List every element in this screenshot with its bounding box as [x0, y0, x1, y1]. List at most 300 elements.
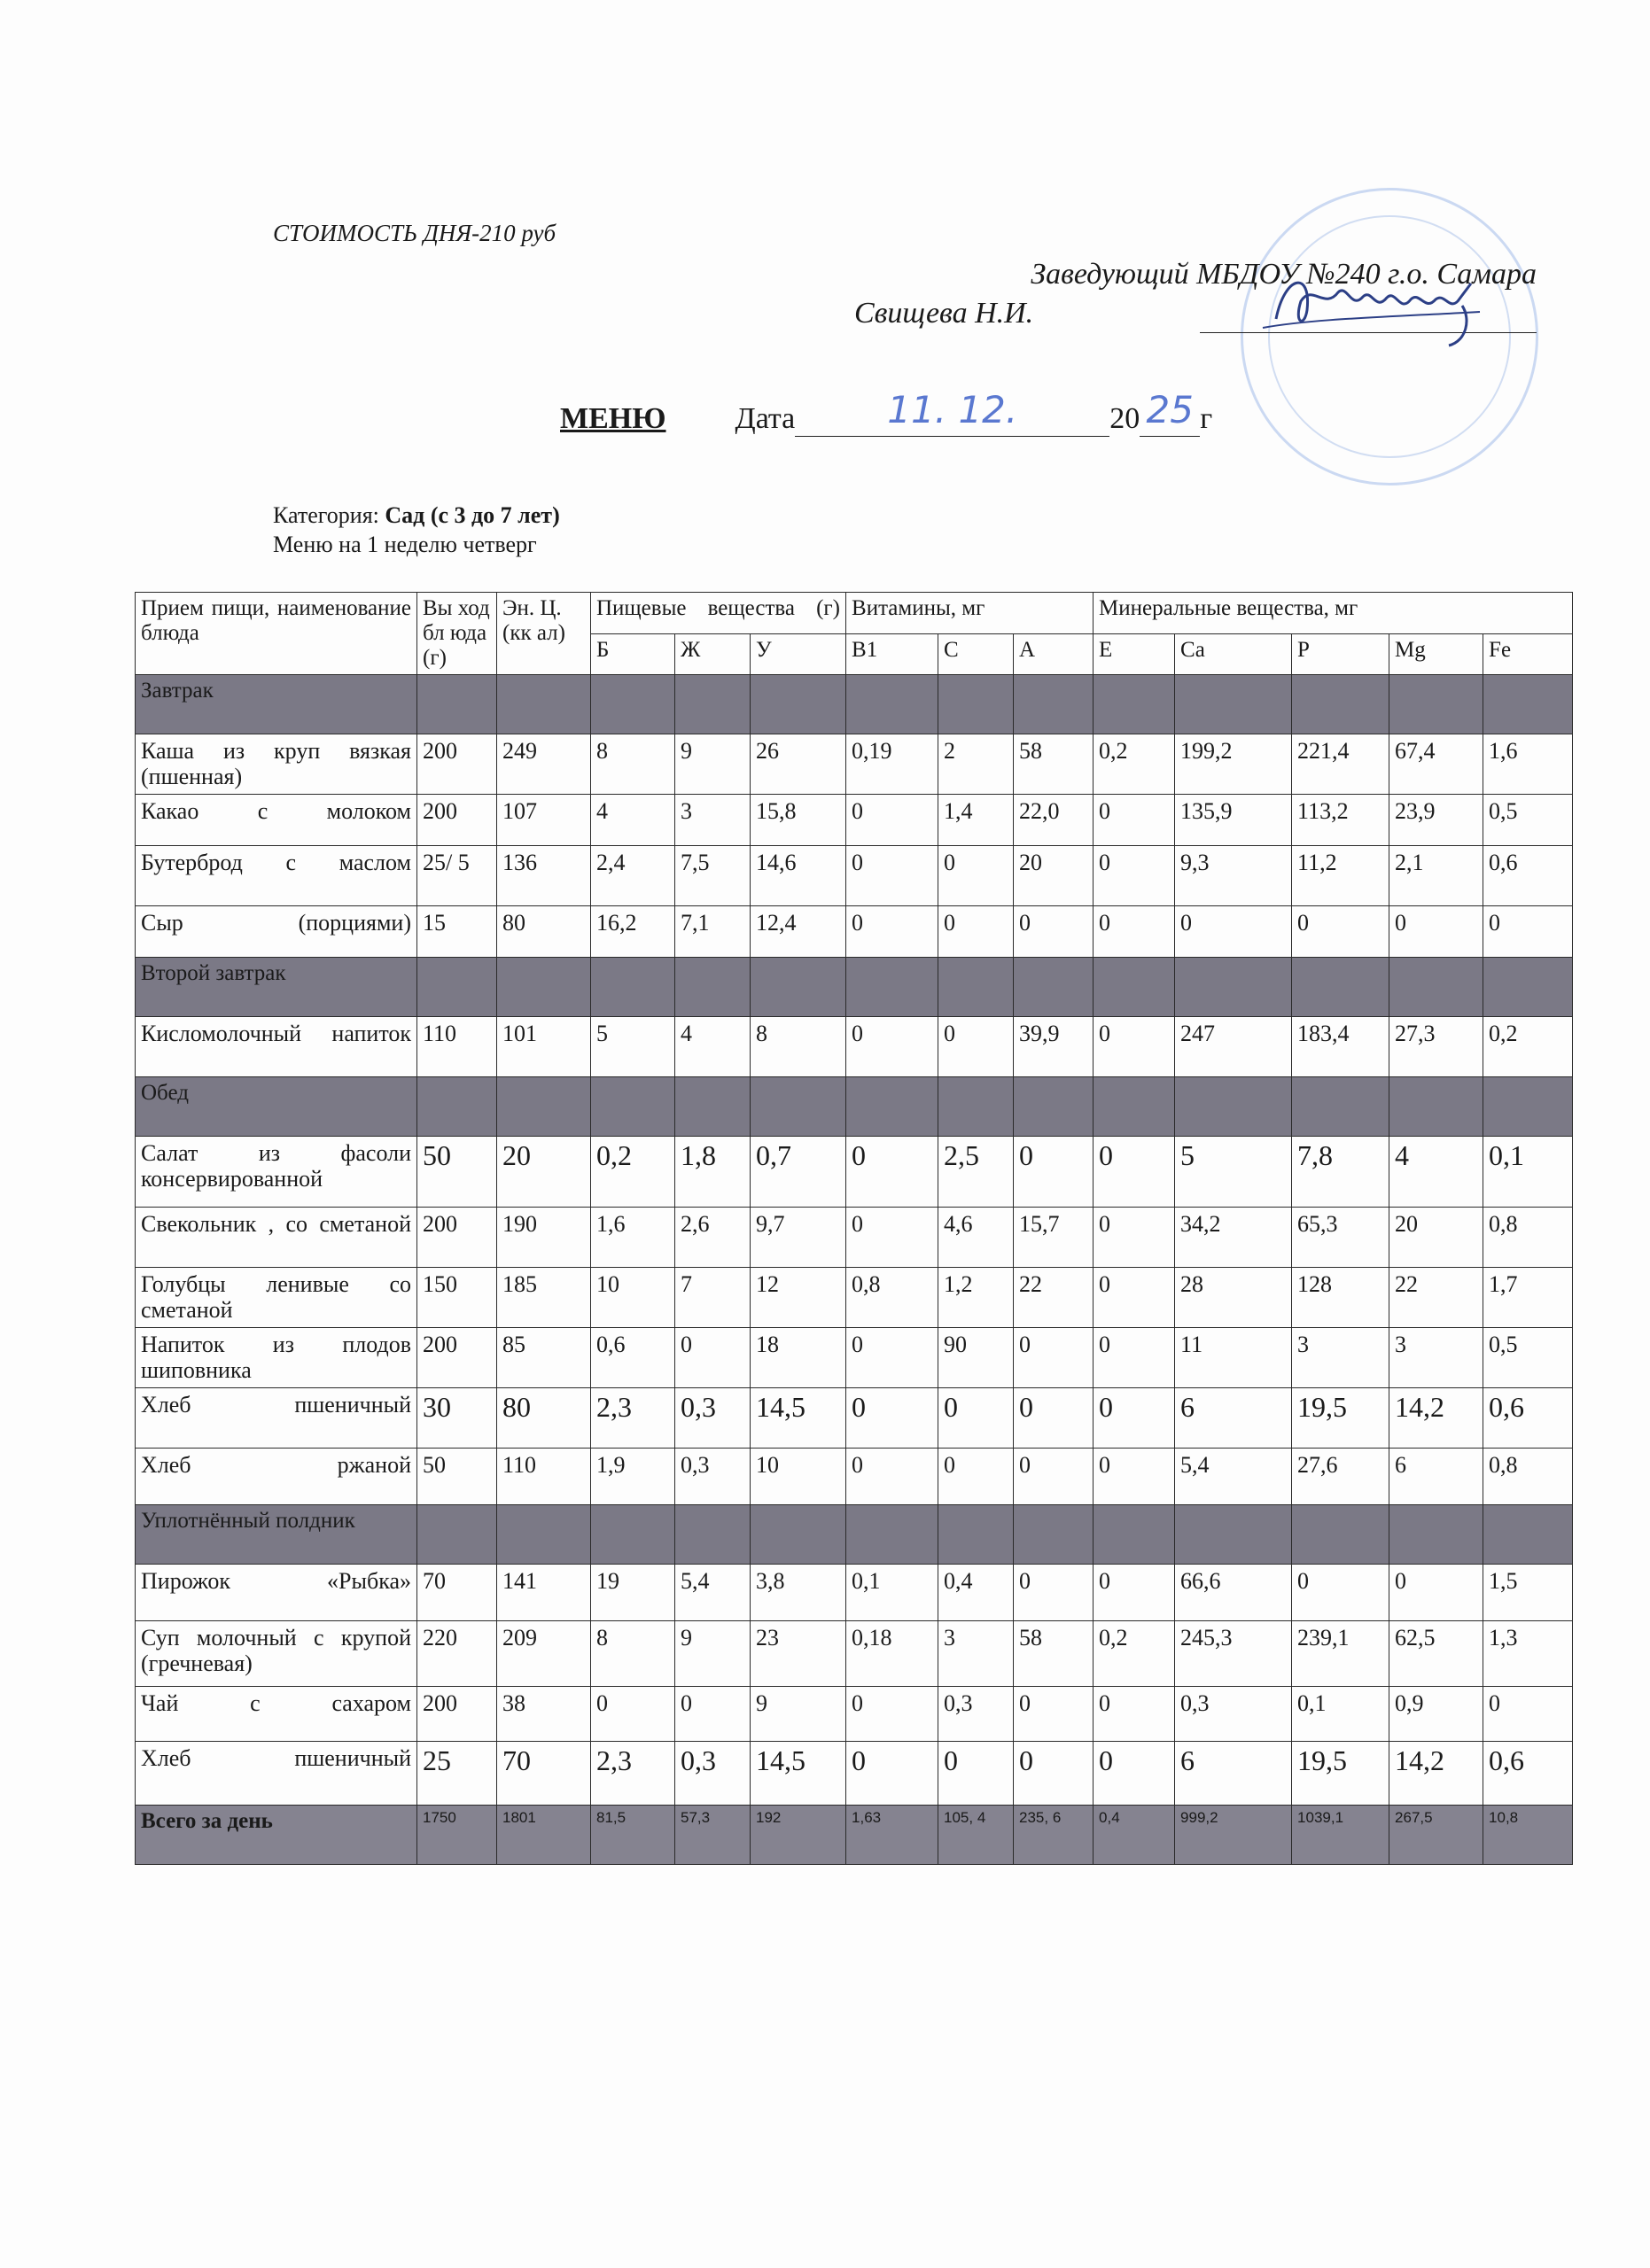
value-cell: 0 [591, 1687, 675, 1742]
value-cell: 25/ 5 [417, 846, 497, 906]
value-cell: 220 [417, 1621, 497, 1687]
value-cell: 0 [1094, 1742, 1175, 1806]
value-cell: 9 [751, 1687, 846, 1742]
section-cell [751, 675, 846, 734]
value-cell: 0 [846, 1742, 938, 1806]
value-cell: 200 [417, 1328, 497, 1388]
value-cell: 0 [1094, 1017, 1175, 1077]
value-cell: 0,8 [1483, 1208, 1573, 1268]
value-cell: 6 [1175, 1388, 1292, 1449]
section-title: Уплотнённый полдник [136, 1505, 417, 1565]
value-cell: 247 [1175, 1017, 1292, 1077]
value-cell: 19 [591, 1565, 675, 1621]
value-cell: 141 [497, 1565, 591, 1621]
value-cell: 0,5 [1483, 1328, 1573, 1388]
value-cell: 1,8 [675, 1137, 751, 1208]
value-cell: 0,9 [1389, 1687, 1483, 1742]
table-row [136, 1565, 1573, 1621]
value-cell: 200 [417, 1687, 497, 1742]
section-cell [1483, 1505, 1573, 1565]
value-cell: 11 [1175, 1328, 1292, 1388]
value-cell: 0 [675, 1687, 751, 1742]
director-name: Свищева Н.И. [854, 297, 1034, 330]
section-cell [1292, 1505, 1389, 1565]
value-cell: 107 [497, 795, 591, 846]
value-cell: 27,3 [1389, 1017, 1483, 1077]
value-cell: 12,4 [751, 906, 846, 958]
section-cell [417, 675, 497, 734]
value-cell: 85 [497, 1328, 591, 1388]
value-cell: 0 [938, 1449, 1014, 1505]
section-cell [938, 1505, 1014, 1565]
value-cell: 2,3 [591, 1388, 675, 1449]
value-cell: 200 [417, 734, 497, 795]
value-cell: 0 [846, 1137, 938, 1208]
value-cell: 1,6 [1483, 734, 1573, 795]
table-row [136, 1621, 1573, 1687]
section-cell [1094, 958, 1175, 1017]
value-cell: 0 [1094, 1687, 1175, 1742]
value-cell: 0 [1094, 1268, 1175, 1328]
header-nutrients: Пищевые вещества (г) [591, 593, 846, 634]
value-cell: 0 [1014, 1687, 1094, 1742]
value-cell: 20 [497, 1137, 591, 1208]
value-cell: 0 [1292, 906, 1389, 958]
value-cell: 1,5 [1483, 1565, 1573, 1621]
value-cell: 0,6 [1483, 1742, 1573, 1806]
section-cell [846, 1077, 938, 1137]
value-cell: 65,3 [1292, 1208, 1389, 1268]
value-cell: 0,19 [846, 734, 938, 795]
value-cell: 23 [751, 1621, 846, 1687]
section-cell [1292, 1077, 1389, 1137]
value-cell: 7,1 [675, 906, 751, 958]
value-cell: 239,1 [1292, 1621, 1389, 1687]
value-cell: 0 [938, 846, 1014, 906]
section-cell [1014, 958, 1094, 1017]
value-cell: 27,6 [1292, 1449, 1389, 1505]
value-cell: 245,3 [1175, 1621, 1292, 1687]
value-cell: 7,5 [675, 846, 751, 906]
section-cell [1175, 1077, 1292, 1137]
value-cell: 0 [846, 906, 938, 958]
value-cell: 0 [846, 1687, 938, 1742]
value-cell: 14,5 [751, 1388, 846, 1449]
value-cell: 90 [938, 1328, 1014, 1388]
value-cell: 58 [1014, 734, 1094, 795]
section-cell [1094, 1077, 1175, 1137]
value-cell: 23,9 [1389, 795, 1483, 846]
section-cell [1389, 958, 1483, 1017]
value-cell: 0 [938, 1742, 1014, 1806]
value-cell: 12 [751, 1268, 846, 1328]
value-cell: 1,2 [938, 1268, 1014, 1328]
section-row-lunch [136, 1077, 1573, 1137]
value-cell: 110 [417, 1017, 497, 1077]
value-cell: 2 [938, 734, 1014, 795]
section-row-snack [136, 1505, 1573, 1565]
value-cell: 150 [417, 1268, 497, 1328]
value-cell: 34,2 [1175, 1208, 1292, 1268]
value-cell: 70 [417, 1565, 497, 1621]
menu-table [135, 592, 1573, 1865]
total-value: 267,5 [1389, 1806, 1483, 1865]
value-cell: 3 [675, 795, 751, 846]
section-cell [846, 675, 938, 734]
dish-name: Хлеб ржаной [136, 1449, 417, 1505]
section-cell [497, 675, 591, 734]
total-value: 105, 4 [938, 1806, 1014, 1865]
value-cell: 0 [1483, 1687, 1573, 1742]
subheader-a: A [1014, 633, 1094, 675]
value-cell: 0,4 [938, 1565, 1014, 1621]
value-cell: 8 [751, 1017, 846, 1077]
value-cell: 183,4 [1292, 1017, 1389, 1077]
value-cell: 3,8 [751, 1565, 846, 1621]
menu-title-row [560, 388, 1213, 437]
section-cell [497, 958, 591, 1017]
value-cell: 221,4 [1292, 734, 1389, 795]
value-cell: 0,8 [1483, 1449, 1573, 1505]
value-cell: 2,3 [591, 1742, 675, 1806]
table-row [136, 846, 1573, 906]
value-cell: 11,2 [1292, 846, 1389, 906]
value-cell: 5 [1175, 1137, 1292, 1208]
total-value: 10,8 [1483, 1806, 1573, 1865]
value-cell: 14,2 [1389, 1388, 1483, 1449]
section-cell [938, 958, 1014, 1017]
value-cell: 0,2 [1483, 1017, 1573, 1077]
value-cell: 8 [591, 1621, 675, 1687]
dish-name: Чай с сахаром [136, 1687, 417, 1742]
value-cell: 1,4 [938, 795, 1014, 846]
value-cell: 0,5 [1483, 795, 1573, 846]
value-cell: 14,2 [1389, 1742, 1483, 1806]
section-cell [675, 1077, 751, 1137]
value-cell: 0,2 [591, 1137, 675, 1208]
value-cell: 10 [591, 1268, 675, 1328]
value-cell: 0 [1483, 906, 1573, 958]
category-value: Сад (с 3 до 7 лет) [385, 502, 560, 528]
value-cell: 0 [846, 846, 938, 906]
value-cell: 26 [751, 734, 846, 795]
section-cell [675, 675, 751, 734]
table-row [136, 1328, 1573, 1388]
section-cell [1094, 1505, 1175, 1565]
value-cell: 0 [938, 1388, 1014, 1449]
value-cell: 9,7 [751, 1208, 846, 1268]
value-cell: 5,4 [675, 1565, 751, 1621]
dish-name: Свекольник , со сметаной [136, 1208, 417, 1268]
dish-name: Сыр (порциями) [136, 906, 417, 958]
value-cell: 4 [591, 795, 675, 846]
section-title: Второй завтрак [136, 958, 417, 1017]
value-cell: 0,6 [1483, 846, 1573, 906]
value-cell: 6 [1389, 1449, 1483, 1505]
total-value: 0,4 [1094, 1806, 1175, 1865]
section-cell [938, 675, 1014, 734]
section-cell [751, 958, 846, 1017]
section-cell [751, 1077, 846, 1137]
value-cell: 0 [1014, 1328, 1094, 1388]
value-cell: 0 [1014, 1137, 1094, 1208]
table-row [136, 1687, 1573, 1742]
total-value: 81,5 [591, 1806, 675, 1865]
value-cell: 9 [675, 734, 751, 795]
value-cell: 0 [1094, 906, 1175, 958]
value-cell: 14,6 [751, 846, 846, 906]
dish-name: Голубцы ленивые со сметаной [136, 1268, 417, 1328]
section-cell [1389, 1505, 1483, 1565]
value-cell: 9,3 [1175, 846, 1292, 906]
section-cell [497, 1077, 591, 1137]
section-cell [497, 1505, 591, 1565]
value-cell: 3 [1389, 1328, 1483, 1388]
value-cell: 0,18 [846, 1621, 938, 1687]
value-cell: 185 [497, 1268, 591, 1328]
section-cell [591, 1505, 675, 1565]
value-cell: 135,9 [1175, 795, 1292, 846]
value-cell: 0 [1094, 1137, 1175, 1208]
header-yield: Вы ход бл юда (г) [417, 593, 497, 675]
section-cell [1014, 1077, 1094, 1137]
value-cell: 5 [591, 1017, 675, 1077]
section-cell [846, 1505, 938, 1565]
value-cell: 19,5 [1292, 1742, 1389, 1806]
table-row [136, 1388, 1573, 1449]
value-cell: 0 [1094, 1449, 1175, 1505]
value-cell: 6 [1175, 1742, 1292, 1806]
value-cell: 0,6 [591, 1328, 675, 1388]
handwritten-year: 25 [1146, 388, 1194, 431]
value-cell: 0 [1014, 1388, 1094, 1449]
value-cell: 249 [497, 734, 591, 795]
value-cell: 2,5 [938, 1137, 1014, 1208]
value-cell: 0,7 [751, 1137, 846, 1208]
value-cell: 0,3 [675, 1388, 751, 1449]
subheader-fat: Ж [675, 633, 751, 675]
header-vitamins: Витамины, мг [846, 593, 1094, 634]
value-cell: 0,3 [675, 1742, 751, 1806]
value-cell: 0 [1014, 1742, 1094, 1806]
section-row-breakfast [136, 675, 1573, 734]
section-title: Завтрак [136, 675, 417, 734]
dish-name: Каша из круп вязкая (пшенная) [136, 734, 417, 795]
subheader-e: E [1094, 633, 1175, 675]
value-cell: 66,6 [1175, 1565, 1292, 1621]
value-cell: 20 [1014, 846, 1094, 906]
category-block [273, 501, 560, 559]
value-cell: 39,9 [1014, 1017, 1094, 1077]
value-cell: 0 [846, 1328, 938, 1388]
subheader-fe: Fe [1483, 633, 1573, 675]
value-cell: 200 [417, 1208, 497, 1268]
total-row [136, 1806, 1573, 1865]
day-cost: СТОИМОСТЬ ДНЯ-210 руб [273, 220, 556, 246]
subheader-protein: Б [591, 633, 675, 675]
value-cell: 1,3 [1483, 1621, 1573, 1687]
value-cell: 0 [1292, 1565, 1389, 1621]
value-cell: 9 [675, 1621, 751, 1687]
section-cell [1175, 1505, 1292, 1565]
value-cell: 0,3 [938, 1687, 1014, 1742]
value-cell: 0,1 [846, 1565, 938, 1621]
subheader-carbs: У [751, 633, 846, 675]
table-row [136, 734, 1573, 795]
value-cell: 1,9 [591, 1449, 675, 1505]
value-cell: 80 [497, 1388, 591, 1449]
value-cell: 15,7 [1014, 1208, 1094, 1268]
subheader-mg: Mg [1389, 633, 1483, 675]
dish-name: Какао с молоком [136, 795, 417, 846]
value-cell: 2,6 [675, 1208, 751, 1268]
value-cell: 0 [1389, 906, 1483, 958]
value-cell: 0,3 [1175, 1687, 1292, 1742]
dish-name: Салат из фасоли консервированной [136, 1137, 417, 1208]
section-cell [1292, 675, 1389, 734]
value-cell: 10 [751, 1449, 846, 1505]
value-cell: 15 [417, 906, 497, 958]
total-label: Всего за день [136, 1806, 417, 1865]
subheader-b1: B1 [846, 633, 938, 675]
value-cell: 0,8 [846, 1268, 938, 1328]
subheader-p: P [1292, 633, 1389, 675]
menu-title: МЕНЮ [560, 402, 666, 435]
value-cell: 5,4 [1175, 1449, 1292, 1505]
value-cell: 199,2 [1175, 734, 1292, 795]
section-cell [1483, 1077, 1573, 1137]
value-cell: 110 [497, 1449, 591, 1505]
handwritten-date: 11. 12. [887, 388, 1018, 431]
value-cell: 38 [497, 1687, 591, 1742]
value-cell: 0 [938, 1017, 1014, 1077]
section-cell [417, 1077, 497, 1137]
value-cell: 70 [497, 1742, 591, 1806]
total-value: 1,63 [846, 1806, 938, 1865]
header-energy: Эн. Ц.(кк ал) [497, 593, 591, 675]
table-row [136, 1268, 1573, 1328]
value-cell: 1,7 [1483, 1268, 1573, 1328]
section-cell [591, 958, 675, 1017]
value-cell: 136 [497, 846, 591, 906]
value-cell: 1,6 [591, 1208, 675, 1268]
total-value: 57,3 [675, 1806, 751, 1865]
table-row [136, 795, 1573, 846]
value-cell: 4 [675, 1017, 751, 1077]
section-cell [1175, 958, 1292, 1017]
dish-name: Хлеб пшеничный [136, 1388, 417, 1449]
value-cell: 2,1 [1389, 846, 1483, 906]
value-cell: 0 [846, 1208, 938, 1268]
value-cell: 0 [1094, 846, 1175, 906]
value-cell: 19,5 [1292, 1388, 1389, 1449]
value-cell: 16,2 [591, 906, 675, 958]
value-cell: 7,8 [1292, 1137, 1389, 1208]
value-cell: 15,8 [751, 795, 846, 846]
value-cell: 0 [1094, 1565, 1175, 1621]
value-cell: 0,6 [1483, 1388, 1573, 1449]
value-cell: 50 [417, 1137, 497, 1208]
header-minerals: Минеральные вещества, мг [1094, 593, 1573, 634]
section-cell [591, 1077, 675, 1137]
value-cell: 0,1 [1483, 1137, 1573, 1208]
value-cell: 0 [1094, 1388, 1175, 1449]
value-cell: 22 [1014, 1268, 1094, 1328]
table-row [136, 906, 1573, 958]
table-row [136, 1449, 1573, 1505]
header-meal: Прием пищи, наименование блюда [136, 593, 417, 675]
value-cell: 67,4 [1389, 734, 1483, 795]
section-cell [1094, 675, 1175, 734]
section-cell [1175, 675, 1292, 734]
value-cell: 0 [1014, 1565, 1094, 1621]
section-cell [675, 1505, 751, 1565]
year-prefix: 20 [1109, 402, 1140, 435]
section-title: Обед [136, 1077, 417, 1137]
total-value: 192 [751, 1806, 846, 1865]
handwritten-signature [1258, 257, 1506, 354]
dish-name: Бутерброд с маслом [136, 846, 417, 906]
value-cell: 0 [1014, 1449, 1094, 1505]
subheader-c: C [938, 633, 1014, 675]
section-cell [1483, 958, 1573, 1017]
section-cell [938, 1077, 1014, 1137]
total-value: 1039,1 [1292, 1806, 1389, 1865]
value-cell: 4,6 [938, 1208, 1014, 1268]
section-cell [751, 1505, 846, 1565]
value-cell: 8 [591, 734, 675, 795]
table-row [136, 1017, 1573, 1077]
value-cell: 22 [1389, 1268, 1483, 1328]
table-row [136, 1742, 1573, 1806]
value-cell: 3 [938, 1621, 1014, 1687]
section-cell [591, 675, 675, 734]
table-header-row [136, 593, 1573, 634]
value-cell: 0 [846, 1388, 938, 1449]
total-value: 235, 6 [1014, 1806, 1094, 1865]
value-cell: 0 [846, 1449, 938, 1505]
value-cell: 80 [497, 906, 591, 958]
value-cell: 20 [1389, 1208, 1483, 1268]
value-cell: 50 [417, 1449, 497, 1505]
dish-name: Кисломолочный напиток [136, 1017, 417, 1077]
value-cell: 22,0 [1014, 795, 1094, 846]
date-label: Дата [735, 402, 796, 435]
value-cell: 128 [1292, 1268, 1389, 1328]
year-suffix: г [1200, 402, 1213, 435]
value-cell: 14,5 [751, 1742, 846, 1806]
value-cell: 3 [1292, 1328, 1389, 1388]
value-cell: 4 [1389, 1137, 1483, 1208]
value-cell: 0 [1094, 1208, 1175, 1268]
value-cell: 0 [675, 1328, 751, 1388]
section-cell [846, 958, 938, 1017]
section-cell [1389, 675, 1483, 734]
value-cell: 0,3 [675, 1449, 751, 1505]
dish-name: Хлеб пшеничный [136, 1742, 417, 1806]
week-note: Меню на 1 неделю четверг [273, 531, 537, 557]
table-row [136, 1208, 1573, 1268]
dish-name: Напиток из плодов шиповника [136, 1328, 417, 1388]
total-value: 1750 [417, 1806, 497, 1865]
section-cell [1483, 675, 1573, 734]
value-cell: 30 [417, 1388, 497, 1449]
section-cell [1389, 1077, 1483, 1137]
value-cell: 58 [1014, 1621, 1094, 1687]
value-cell: 0 [1094, 795, 1175, 846]
category-label: Категория: [273, 502, 379, 528]
value-cell: 25 [417, 1742, 497, 1806]
